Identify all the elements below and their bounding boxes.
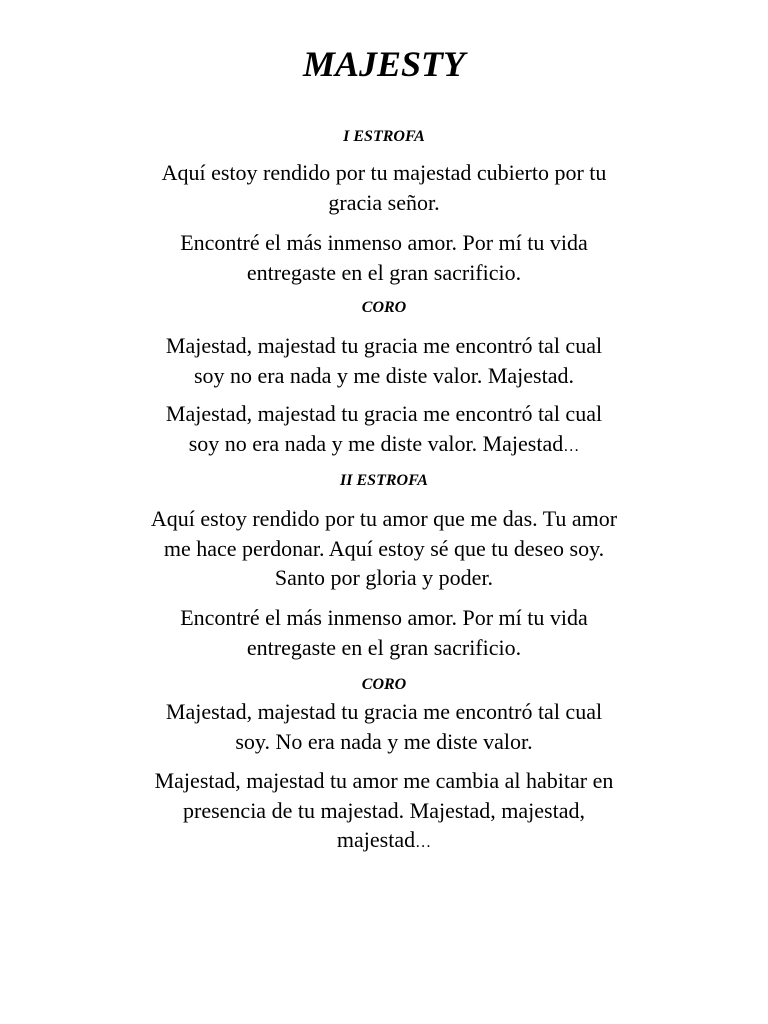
- lyric-line: entregaste en el gran sacrificio.: [246, 634, 522, 660]
- lyric-line: Majestad, majestad tu gracia me encontró tal cual: [165, 699, 603, 724]
- lyric-line: Majestad, majestad tu gracia me encontró tal cual: [165, 333, 603, 358]
- section-label-coro-2: CORO: [361, 676, 407, 693]
- lyric-line: Majestad, majestad tu amor me cambia al habitar en: [154, 768, 614, 793]
- lyric-line-text: majestad: [336, 827, 416, 852]
- lyric-line: soy. No era nada y me diste valor.: [235, 728, 533, 754]
- lyric-line: Majestad, majestad tu gracia me encontró tal cual: [165, 401, 603, 426]
- lyric-line: gracia señor.: [328, 189, 440, 215]
- lyric-line: Santo por gloria y poder.: [274, 565, 494, 590]
- lyric-line-text: soy no era nada y me diste valor. Majestad: [188, 430, 564, 456]
- lyric-line: Encontré el más inmenso amor. Por mí tu vida: [180, 230, 588, 255]
- lyric-paragraph: [60, 228, 708, 287]
- lyric-line: Aquí estoy rendido por tu amor que me das. Tu amor: [150, 506, 618, 531]
- section-label-estrofa-2: II ESTROFA: [340, 472, 428, 489]
- lyric-paragraph: [60, 697, 708, 756]
- lyric-line: soy no era nada y me diste valor. Majestad.: [193, 362, 574, 388]
- lyric-paragraph: [60, 331, 708, 390]
- lyric-paragraph: [60, 158, 708, 217]
- ellipsis: …: [415, 834, 432, 851]
- ellipsis: …: [563, 437, 580, 455]
- song-title: MAJESTY: [302, 44, 466, 84]
- section-label-coro-1: CORO: [361, 299, 407, 316]
- lyric-line: Encontré el más inmenso amor. Por mí tu vida: [180, 605, 588, 630]
- lyric-line: me hace perdonar. Aquí estoy sé que tu deseo soy.: [163, 535, 605, 561]
- lyric-line-with-ellipsis: [60, 429, 708, 462]
- lyric-line-with-ellipsis: [50, 825, 718, 858]
- lyric-line: Aquí estoy rendido por tu majestad cubierto por tu: [161, 160, 607, 185]
- lyric-paragraph: [50, 766, 718, 858]
- section-label-estrofa-1: I ESTROFA: [343, 128, 425, 145]
- lyric-line: entregaste en el gran sacrificio.: [246, 259, 522, 285]
- lyric-paragraph: [60, 399, 708, 461]
- lyric-paragraph: [50, 504, 718, 593]
- lyric-line: presencia de tu majestad. Majestad, majestad,: [183, 797, 585, 823]
- lyric-paragraph: [60, 603, 708, 662]
